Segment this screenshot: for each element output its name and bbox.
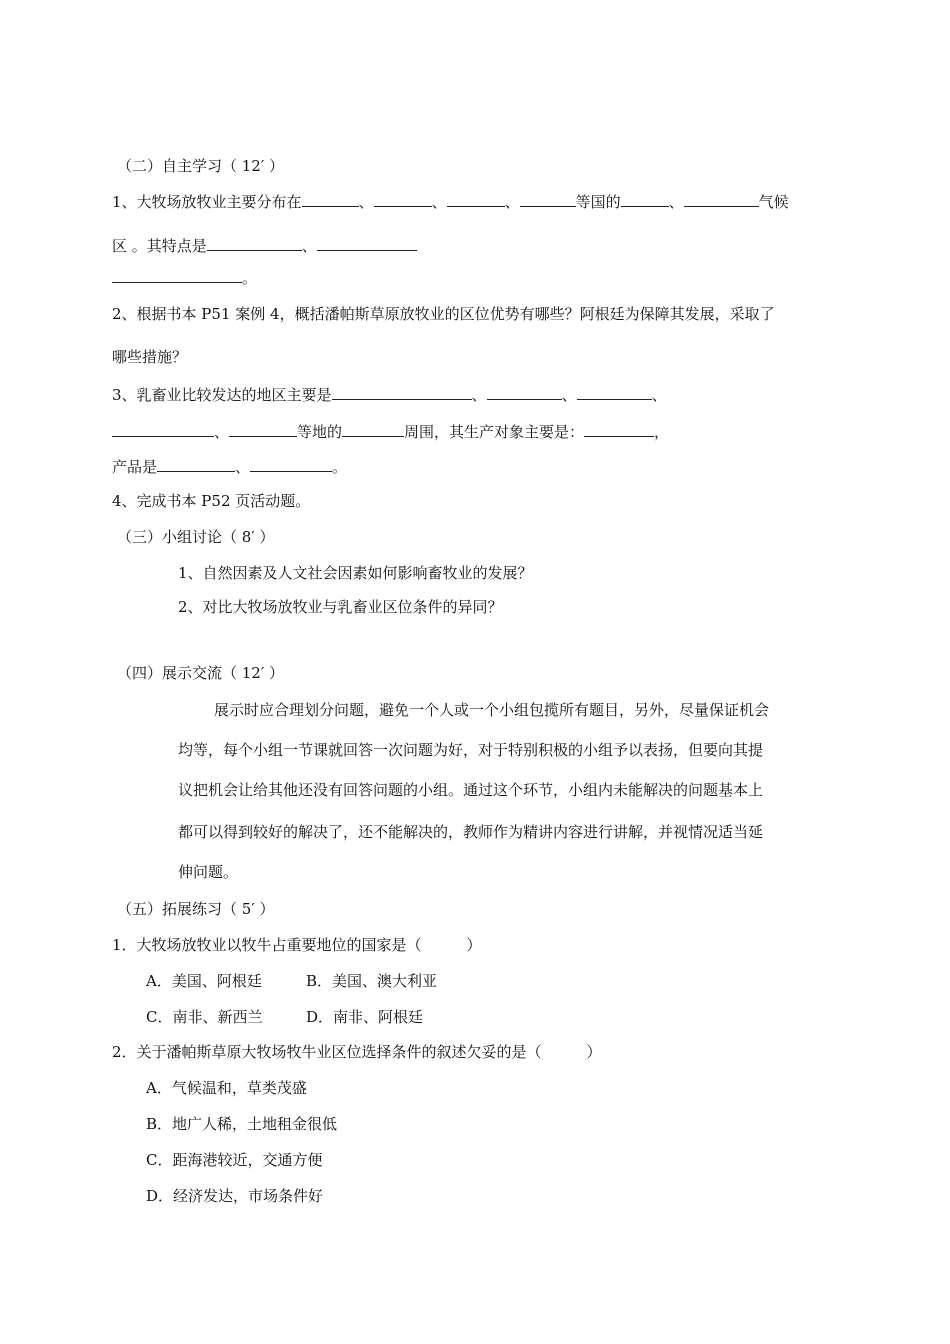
exercise-question-1: 1．大牧场放牧业以牧牛占重要地位的国家是（ ）: [112, 936, 482, 954]
question-3-line-1: 3、乳畜业比较发达的地区主要是 、 、 、: [112, 383, 667, 405]
blank[interactable]: [684, 190, 759, 207]
blank[interactable]: [250, 455, 332, 472]
blank[interactable]: [229, 420, 297, 437]
option-b[interactable]: B．美国、澳大利亚: [306, 972, 438, 990]
section-heading-group-discussion: （三）小组讨论（ 8′ ）: [117, 528, 275, 546]
option-a[interactable]: A．美国、阿根廷: [146, 972, 262, 990]
blank[interactable]: [447, 190, 505, 207]
option-a[interactable]: A．气候温和，草类茂盛: [146, 1079, 307, 1097]
section-heading-extension-exercise: （五）拓展练习（ 5′ ）: [117, 900, 275, 918]
blank[interactable]: [157, 455, 235, 472]
question-4: 4、完成书本 P52 页活动题。: [112, 492, 311, 510]
option-d[interactable]: D．南非、阿根廷: [306, 1008, 424, 1026]
option-c[interactable]: C．距海港较近，交通方便: [146, 1151, 323, 1169]
paragraph-line: 都可以得到较好的解决了，还不能解决的，教师作为精讲内容进行讲解，并视情况适当延: [178, 823, 764, 841]
blank[interactable]: [332, 383, 472, 400]
blank[interactable]: [520, 190, 576, 207]
exercise-question-2: 2．关于潘帕斯草原大牧场牧牛业区位选择条件的叙述欠妥的是（ ）: [112, 1043, 602, 1061]
discussion-item: 2、对比大牧场放牧业与乳畜业区位条件的异同？: [178, 598, 503, 616]
blank[interactable]: [621, 190, 669, 207]
blank[interactable]: [374, 190, 432, 207]
blank[interactable]: [577, 383, 652, 400]
blank[interactable]: [207, 234, 302, 251]
question-2-line-2: 哪些措施？: [112, 348, 188, 366]
paragraph-line: 议把机会让给其他还没有回答问题的小组。通过这个环节，小组内未能解决的问题基本上: [178, 781, 764, 799]
blank[interactable]: [342, 420, 404, 437]
question-1-line-2: 区 。其特点是 、: [112, 234, 417, 256]
paragraph-line: 伸问题。: [178, 863, 239, 881]
paragraph-line: 展示时应合理划分问题，避免一个人或一个小组包揽所有题目，另外，尽量保证机会: [214, 701, 770, 719]
blank[interactable]: [112, 420, 214, 437]
option-b[interactable]: B．地广人稀，土地租金很低: [146, 1115, 338, 1133]
blank[interactable]: [302, 190, 359, 207]
blank[interactable]: [487, 383, 562, 400]
paragraph-line: 均等，每个小组一节课就回答一次问题为好，对于特别积极的小组予以表扬，但要向其提: [178, 741, 764, 759]
blank[interactable]: [317, 234, 417, 251]
question-2-line-1: 2、根据书本 P51 案例 4，概括潘帕斯草原放牧业的区位优势有哪些？阿根廷为保障其发展，采取了: [112, 305, 775, 323]
section-heading-presentation: （四）展示交流（ 12′ ）: [117, 664, 285, 682]
section-heading-self-study: （二）自主学习（ 12′ ）: [117, 157, 285, 175]
discussion-item: 1、自然因素及人文社会因素如何影响畜牧业的发展？: [178, 564, 533, 582]
option-c[interactable]: C．南非、新西兰: [146, 1008, 263, 1026]
question-1-line-3: 。: [112, 266, 257, 288]
option-d[interactable]: D．经济发达，市场条件好: [146, 1187, 324, 1205]
blank[interactable]: [584, 420, 654, 437]
question-1-line-1: 1、大牧场放牧业主要分布在 、 、 、 等国的 、 气候: [112, 190, 789, 212]
question-3-line-2: 、 等地的 周围，其生产对象主要是： ，: [112, 420, 669, 442]
question-3-line-3: 产品是 、 。: [112, 455, 347, 477]
blank[interactable]: [112, 266, 242, 283]
